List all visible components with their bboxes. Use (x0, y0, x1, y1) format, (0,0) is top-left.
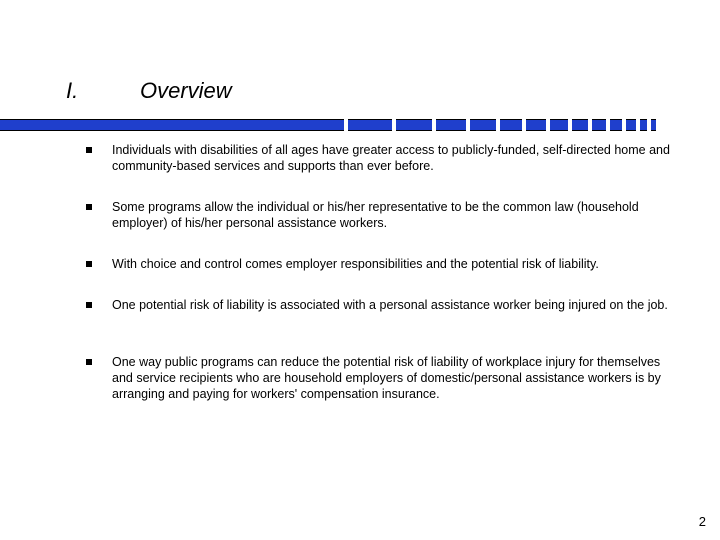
section-number: I. (66, 78, 79, 103)
square-bullet-icon (86, 204, 92, 210)
bullet-text: Individuals with disabilities of all ages have greater access to publicly-funded, self-directed home and community-based services and supports than ever before. (112, 143, 670, 173)
square-bullet-icon (86, 261, 92, 267)
bullet-text: One way public programs can reduce the potential risk of liability of workplace injury for themselves and service recipients who are household employers of domestic/personal assistance workers is by arranging and paying for workers' compensation insurance. (112, 355, 661, 401)
square-bullet-icon (86, 359, 92, 365)
bullet-text: Some programs allow the individual or his/her representative to be the common law (household employer) of his/her personal assistance workers. (112, 200, 639, 230)
square-bullet-icon (86, 302, 92, 308)
page-number: 2 (698, 514, 706, 529)
square-bullet-icon (86, 147, 92, 153)
bullet-text: One potential risk of liability is associated with a personal assistance worker being injured on the job. (112, 298, 668, 312)
slide-title: Overview (140, 78, 232, 103)
bullet-text: With choice and control comes employer responsibilities and the potential risk of liability. (112, 257, 599, 271)
